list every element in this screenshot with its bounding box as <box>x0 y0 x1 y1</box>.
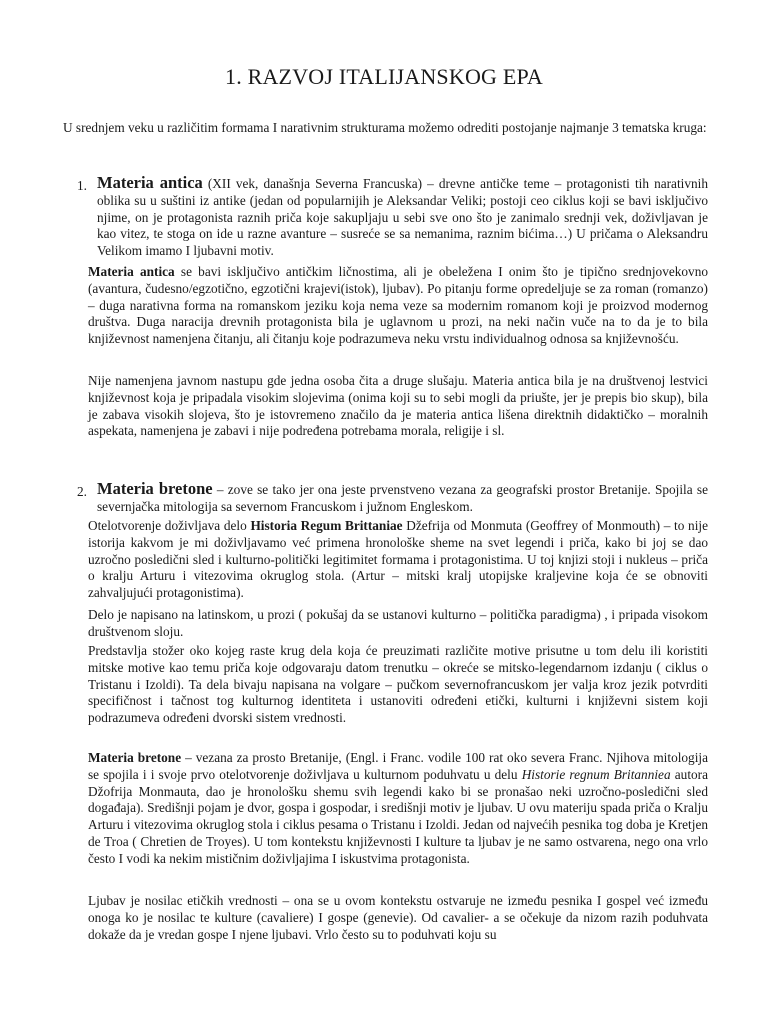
section2-p2-text-a: Otelotvorenje doživljava delo <box>88 518 251 533</box>
section2-paragraph-2 <box>88 518 708 602</box>
section1-lead-paragraph <box>97 175 708 260</box>
page-title: 1. RAZVOJ ITALIJANSKOG EPA <box>225 64 543 89</box>
section1-p2-term: Materia antica <box>88 264 175 279</box>
section2-p2-text-b: Džefrija od Monmuta (Geoffrey of Monmouth) – to nije istorija kakvom je mi doživljavamo već primena hronološke sheme na svet legendi i priča, kako bi joj se dao uzročno posledični sled i kulturno-politički legitimitet formama i protagonistima. U toj knjizi stoji i nukleus – priča o kralju Arturu i vitezovima okruglog stola. (Artur – mitski kralj utopijske kraljevine koja će se obnoviti zahvaljujući protagonistima). <box>88 518 708 601</box>
section2-p2-title: Historia Regum Brittaniae <box>250 518 403 533</box>
section1-lead-text: (XII vek, današnja Severna Francuska) – drevne antičke teme – protagonisti tih narativnih oblika su u suštini iz antike (jedan od popularnijih je Aleksandar Veliki; postoji ceo ciklus koji se bavi isključivo njime, on je protagonista raznih priča koje sakupljaju u sebi sve ono što je zanimalo srednji vek, doživljavan je kao vitez, te stoga on ide u razne avanture – susreće se sa nemanima, raznim bićima…) U pričama o Aleksandru Velikom imamo I ljubavni motiv. <box>97 176 708 259</box>
section2-paragraph-6: Ljubav je nosilac etičkih vrednosti – ona se u ovom kontekstu ostvaruje ne između pesnika I gospel već između onoga ko je nosilac te kulture (cavaliere) I gospe (genevie). Od cavalier- a se očekuje da nizom razih poduhvata dokaže da je vredan gospe I njene ljubavi. Vrlo često su to poduhvati koju su <box>88 893 708 942</box>
section2-paragraph-5 <box>88 750 708 868</box>
section2-p5-text-b: autora Džofrija Monmauta, dao je hronološku shemu svih legendi kako bi se pronašao neki uzročno-posledični sled događaja). Središnji pojam je dvor, gospa i gospodar, i središnji motiv je ljubav. U ovu materiju spada priča o Kralju Arturu i vitezovima okruglog stola i ciklus pesama o Tristanu i Izoldi. Jedan od najvećih pesnika tog doba je Kretjen de Troa ( Chretien de Troyes). U tom kontekstu književnosti I kulture ta ljubav je ne samo ostvarena, nego ona vrlo često I vodi ka nekim mističnim doživljajima I iskustvima protagonista. <box>88 766 708 866</box>
section2-p5-text-a: – vezana za prosto Bretanije, (Engl. i Franc. vodile 100 rat oko severa Franc. Njihova mitologija se spojila i i svoje prvo otelotvorenje doživljava u kulturnom poduhvatu u delu <box>88 750 708 782</box>
section1-paragraph-3: Nije namenjena javnom nastupu gde jedna osoba čita a druge slušaju. Materia antica bila je na društvenoj lestvici književnost koja je pripadala visokim slojevima (onima koji su to sebi mogli da priušte, jer je prepis bio skup), bila je zabava visokih slojeva, što je istovremeno značilo da je materia antica lišena direktnih didaktičko – moralnih aspekata, namenjena je zabavi i nije podređena potrebama morala, religije i sl. <box>88 373 708 439</box>
section2-heading: Materia bretone <box>97 479 213 498</box>
section2-paragraph-3: Delo je napisano na latinskom, u prozi ( pokušaj da se ustanovi kulturno – politička paradigma) , i pripada visokom društvenom sloju. <box>88 607 708 639</box>
section1-paragraph-2 <box>88 264 708 348</box>
section2-paragraph-4: Predstavlja stožer oko kojeg raste krug dela koja će preuzimati različite motive prisutne u tom delu ili koristiti mitske motive kao temu priča koje odgovaraju datom trenutku – okreće se mitsko-legendarnom izdanju ( ciklus o Tristanu i Izoldi). Ta dela bivaju napisana na volgare – pučkom severnofrancuskom jer valja kroz jezik potvrditi specifičnost i tačnost tog kulturnog identiteta i ustanoviti određeni etički, kulturni i književni sistem koji podrazumeva određeni dvorski sistem vrednosti. <box>88 643 708 726</box>
section2-p5-book-title: Historie regnum Britanniea <box>521 766 671 782</box>
section2-lead-text: – zove se tako jer ona jeste prvenstveno vezana za geografski prostor Bretanije. Spojila se severnjačka mitologija sa severnom Francuskom i južnom Engleskom. <box>97 482 708 514</box>
section1-p2-text: se bavi isključivo antičkim ličnostima, ali je obeležena I onim što je tipično srednjovekovno (avantura, čudesno/egzotično, egzotični krajevi(istok), ljubav). Po pitanju forme opredeljuje se za roman (romanzo) – duga narativna forma na romanskom jeziku koja nema veze sa modernim romanom koji je proizvod modernog društva. Duga naracija drevnih protagonista bila je uglavnom u prozi, na neki način vuče na to da je to bila književnost namenjena čitanju, ali čitanju koje podrazumeva neku vrstu individualnog odnosa sa književnošću. <box>88 264 708 347</box>
section2-lead-paragraph <box>97 481 708 516</box>
list-number-2: 2. <box>77 484 87 499</box>
list-number-1: 1. <box>77 178 87 193</box>
intro-paragraph: U srednjem veku u različitim formama I narativnim strukturama možemo odrediti postojanje najmanje 3 tematska kruga: <box>63 120 707 135</box>
section2-p5-term: Materia bretone <box>88 750 182 765</box>
section1-heading: Materia antica <box>97 173 203 192</box>
